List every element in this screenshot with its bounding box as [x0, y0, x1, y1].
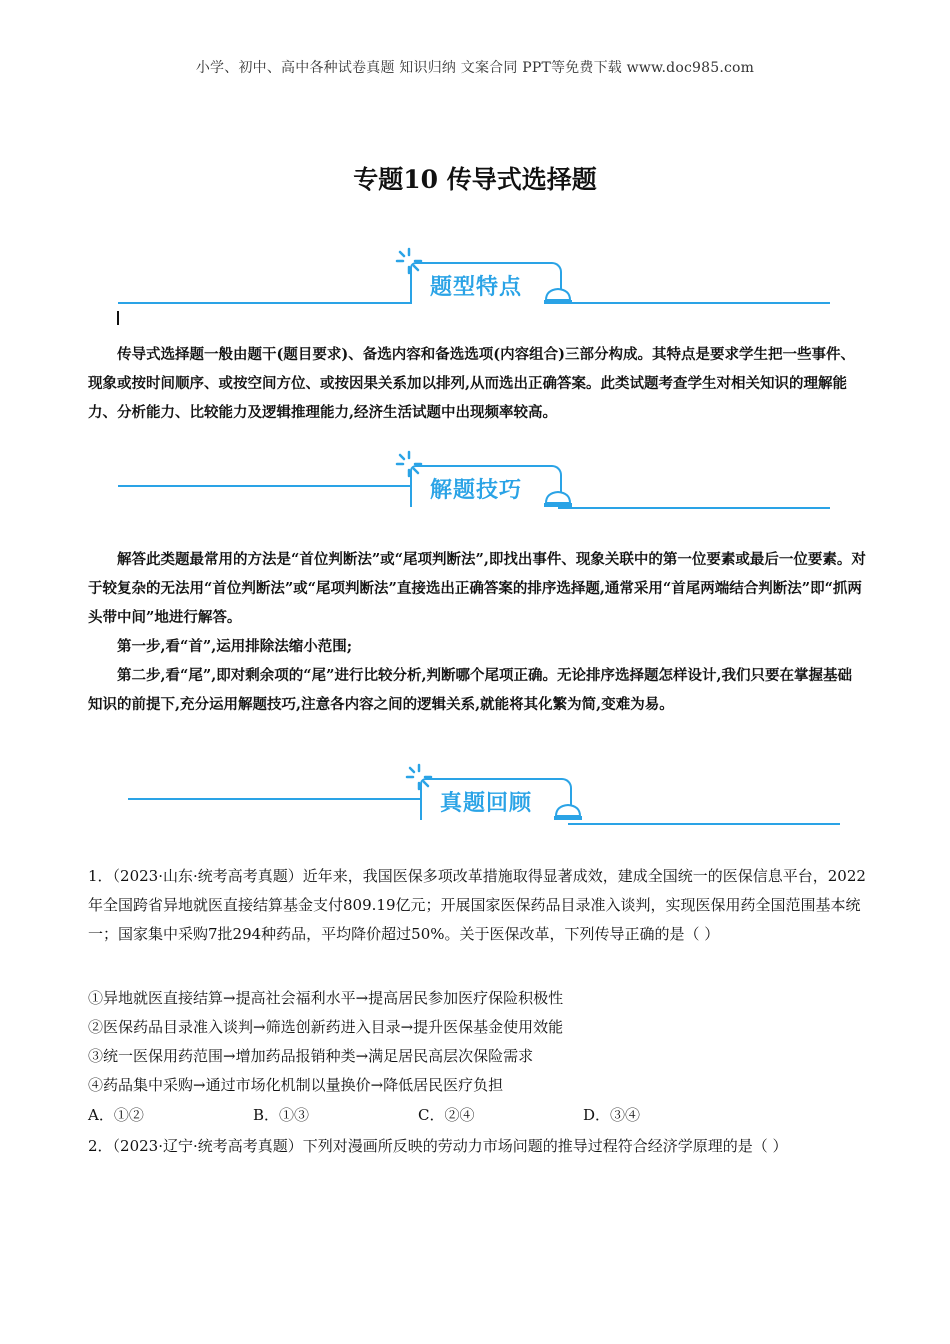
- section-banner-review: [0, 765, 950, 835]
- skills-paragraph-2: 第一步,看“首”,运用排除法缩小范围;: [117, 638, 353, 655]
- section-title-review: 真题回顾: [440, 791, 533, 816]
- question-1-item-4: ④药品集中采购→通过市场化机制以量换价→降低居民医疗负担: [88, 1076, 504, 1094]
- option-b[interactable]: B．①③: [253, 1106, 310, 1124]
- sparkle-icon: [394, 449, 424, 479]
- question-1-stem: 1．（2023·山东·统考高考真题）近年来，我国医保多项改革措施取得显著成效，建成全国统一的医保信息平台，2022年全国跨省异地就医直接结算基金支付809.19亿元；开展国家医保药品目录准入谈判，实现医保用药全国范围基本统一；国家集中采购7批294种药品，平均降价超过50%。关于医保改革，下列传导正确的是（ ）: [88, 867, 866, 943]
- section-title-features: 题型特点: [430, 275, 523, 300]
- option-c[interactable]: C．②④: [418, 1106, 475, 1124]
- skills-paragraph-1: 解答此类题最常用的方法是“首位判断法”或“尾项判断法”,即找出事件、现象关联中的第一位要素或最后一位要素。对于较复杂的无法用“首位判断法”或“尾项判断法”直接选出正确答案的排序选择题,通常采用“首尾两端结合判断法”即“抓两头带中间”地进行解答。: [88, 551, 866, 626]
- divider-right: [558, 507, 830, 509]
- question-1-item-3: ③统一医保用药范围→增加药品报销种类→满足居民高层次保险需求: [88, 1047, 534, 1065]
- question-2-stem: 2．（2023·辽宁·统考高考真题）下列对漫画所反映的劳动力市场问题的推导过程符合经济学原理的是（ ）: [88, 1137, 788, 1155]
- sparkle-icon: [394, 246, 424, 276]
- divider-right: [558, 302, 830, 304]
- divider-left: [128, 798, 420, 800]
- option-a[interactable]: A．①②: [88, 1106, 144, 1124]
- sparkle-icon: [404, 762, 434, 792]
- text-cursor: [117, 311, 119, 325]
- skills-paragraph-3: 第二步,看“尾”,即对剩余项的“尾”进行比较分析,判断哪个尾项正确。无论排序选择题怎样设计,我们只要在掌握基础知识的前提下,充分运用解题技巧,注意各内容之间的逻辑关系,就能将其化繁为简,变难为易。: [88, 667, 853, 713]
- page-title: 专题10 传导式选择题: [353, 165, 597, 194]
- hat-icon: [552, 800, 584, 822]
- section-tab: [410, 465, 562, 507]
- features-paragraph: 传导式选择题一般由题干(题目要求)、备选内容和备选选项(内容组合)三部分构成。其特点是要求学生把一些事件、现象或按时间顺序、或按空间方位、或按因果关系加以排列,从而选出正确答案。此类试题考查学生对相关知识的理解能力、分析能力、比较能力及逻辑推理能力,经济生活试题中出现频率较高。: [88, 346, 855, 421]
- divider-left: [118, 302, 410, 304]
- question-1-item-2: ②医保药品目录准入谈判→筛选创新药进入目录→提升医保基金使用效能: [88, 1018, 564, 1036]
- option-d[interactable]: D．③④: [583, 1106, 641, 1124]
- page-header: 小学、初中、高中各种试卷真题 知识归纳 文案合同 PPT等免费下载 www.doc985.com: [195, 60, 755, 76]
- section-tab: [410, 262, 562, 304]
- divider-left: [118, 485, 410, 487]
- section-title-skills: 解题技巧: [430, 478, 523, 503]
- question-1-item-1: ①异地就医直接结算→提高社会福利水平→提高居民参加医疗保险积极性: [88, 989, 564, 1007]
- section-banner-features: [0, 245, 950, 315]
- section-banner-skills: [0, 455, 950, 525]
- divider-right: [568, 823, 840, 825]
- hat-icon: [542, 487, 574, 509]
- section-tab: [420, 778, 572, 820]
